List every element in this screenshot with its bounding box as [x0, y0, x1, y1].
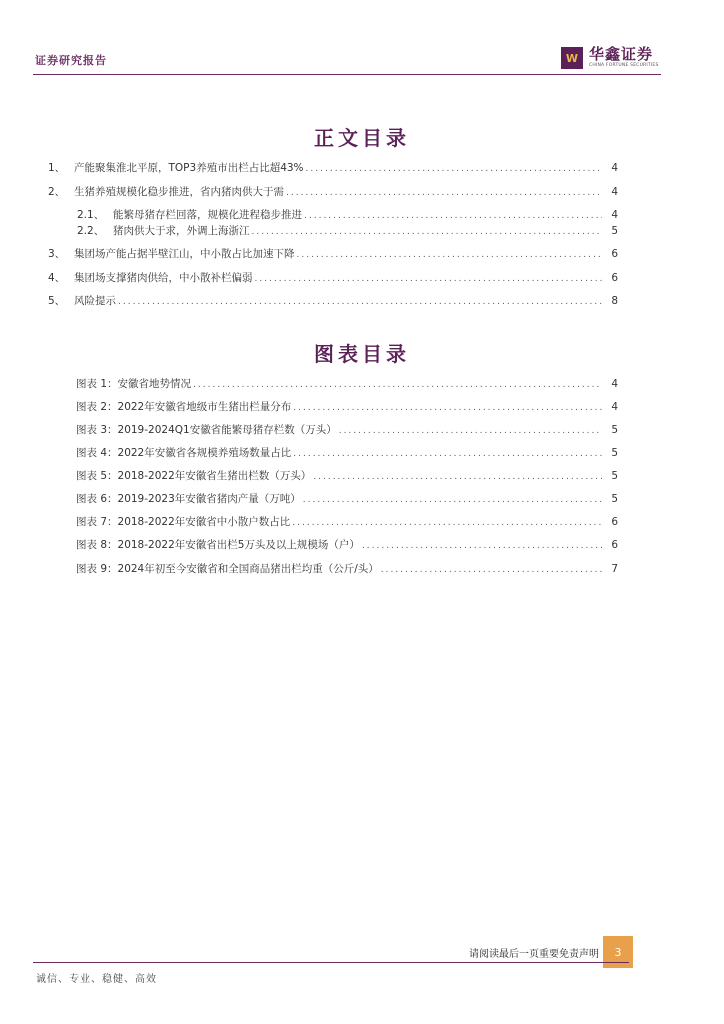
- figure-entry-page: 4: [611, 401, 618, 413]
- toc-entry[interactable]: [48, 293, 618, 309]
- toc-entry-number: 5、: [48, 295, 66, 307]
- toc-leader-dots: [362, 541, 602, 551]
- disclaimer-notice: 请阅读最后一页重要免责声明: [469, 949, 599, 960]
- figure-toc-entry[interactable]: [76, 399, 618, 415]
- toc-leader-dots: [293, 403, 602, 413]
- toc-entry-title: 产能聚集淮北平原，TOP3养殖市出栏占比超43%: [74, 162, 304, 174]
- toc-entry-title: 能繁母猪存栏回落，规模化进程稳步推进: [113, 209, 302, 221]
- toc-entry-number: 4、: [48, 272, 66, 284]
- report-type-label: 证券研究报告: [35, 54, 107, 67]
- figure-toc-entry[interactable]: [76, 445, 618, 461]
- toc-leader-dots: [286, 188, 602, 198]
- toc-entry-page: 8: [611, 295, 618, 307]
- figure-toc-entry[interactable]: [76, 491, 618, 507]
- figure-entry-title: 图表 7：2018-2022年安徽省中小散户数占比: [76, 516, 291, 528]
- logo-name-cn: 华鑫证券: [589, 45, 654, 63]
- figure-entry-title: 图表 3：2019-2024Q1安徽省能繁母猪存栏数（万头）: [76, 424, 337, 436]
- toc-entry-number: 2.1、: [77, 209, 105, 221]
- toc-entry-number: 3、: [48, 248, 66, 260]
- logo-name-en: CHINA FORTUNE SECURITIES: [589, 63, 659, 68]
- toc-leader-dots: [297, 250, 603, 260]
- toc-entry[interactable]: [48, 184, 618, 200]
- figure-entry-page: 5: [611, 470, 618, 482]
- toc-entry-page: 4: [611, 162, 618, 174]
- figure-entry-title: 图表 8：2018-2022年安徽省出栏5万头及以上规模场（户）: [76, 539, 360, 551]
- figure-entry-title: 图表 4：2022年安徽省各规模养殖场数量占比: [76, 447, 292, 459]
- toc-entry-title: 集团场产能占据半壁江山，中小散占比加速下降: [74, 248, 295, 260]
- figure-toc-entry[interactable]: [76, 514, 618, 530]
- figure-entry-title: 图表 1：安徽省地势情况: [76, 378, 192, 390]
- figure-toc-entry[interactable]: [76, 537, 618, 553]
- toc-leader-dots: [252, 227, 603, 237]
- figure-entry-page: 7: [611, 563, 618, 575]
- company-motto: 诚信、专业、稳健、高效: [36, 974, 157, 985]
- toc-entry-number: 1、: [48, 162, 66, 174]
- toc-entry-page: 6: [611, 272, 618, 284]
- figure-toc-heading: 图表目录: [314, 342, 410, 366]
- figure-entry-page: 6: [611, 516, 618, 528]
- toc-entry[interactable]: [77, 223, 618, 239]
- figure-entry-page: 6: [611, 539, 618, 551]
- logo-mark-icon: W: [561, 47, 583, 69]
- toc-leader-dots: [306, 164, 602, 174]
- page-number: 3: [603, 936, 633, 968]
- toc-leader-dots: [303, 495, 602, 505]
- toc-leader-dots: [381, 565, 602, 575]
- figure-entry-page: 5: [611, 447, 618, 459]
- toc-leader-dots: [339, 426, 602, 436]
- toc-entry-page: 4: [611, 209, 618, 221]
- figure-toc-entry[interactable]: [76, 468, 618, 484]
- figure-entry-title: 图表 2：2022年安徽省地级市生猪出栏量分布: [76, 401, 292, 413]
- toc-entry-page: 6: [611, 248, 618, 260]
- toc-entry[interactable]: [48, 246, 618, 262]
- figure-entry-title: 图表 6：2019-2023年安徽省猪肉产量（万吨）: [76, 493, 301, 505]
- toc-leader-dots: [118, 297, 602, 307]
- figure-toc-entry[interactable]: [76, 422, 618, 438]
- toc-entry-number: 2.2、: [77, 225, 105, 237]
- toc-leader-dots: [255, 274, 603, 284]
- toc-leader-dots: [313, 472, 602, 482]
- toc-entry-title: 猪肉供大于求，外调上海浙江: [113, 225, 250, 237]
- toc-entry-number: 2、: [48, 186, 66, 198]
- toc-leader-dots: [293, 449, 602, 459]
- toc-entry[interactable]: [77, 207, 618, 223]
- toc-leader-dots: [193, 380, 602, 390]
- figure-entry-title: 图表 5：2018-2022年安徽省生猪出栏数（万头）: [76, 470, 312, 482]
- toc-entry-page: 4: [611, 186, 618, 198]
- toc-leader-dots: [304, 211, 602, 221]
- figure-entry-page: 4: [611, 378, 618, 390]
- figure-entry-page: 5: [611, 493, 618, 505]
- toc-entry-title: 风险提示: [74, 295, 116, 307]
- footer-divider: [33, 962, 629, 963]
- figure-toc-entry[interactable]: [76, 561, 618, 577]
- header-divider: [33, 74, 661, 75]
- figure-entry-title: 图表 9：2024年初至今安徽省和全国商品猪出栏均重（公斤/头）: [76, 563, 379, 575]
- toc-entry-title: 集团场支撑猪肉供给，中小散补栏偏弱: [74, 272, 253, 284]
- figure-entry-page: 5: [611, 424, 618, 436]
- toc-entry[interactable]: [48, 160, 618, 176]
- toc-leader-dots: [292, 518, 602, 528]
- body-toc-heading: 正文目录: [314, 126, 410, 150]
- toc-entry-page: 5: [611, 225, 618, 237]
- toc-entry[interactable]: [48, 270, 618, 286]
- toc-entry-title: 生猪养殖规模化稳步推进，省内猪肉供大于需: [74, 186, 284, 198]
- figure-toc-entry[interactable]: [76, 376, 618, 392]
